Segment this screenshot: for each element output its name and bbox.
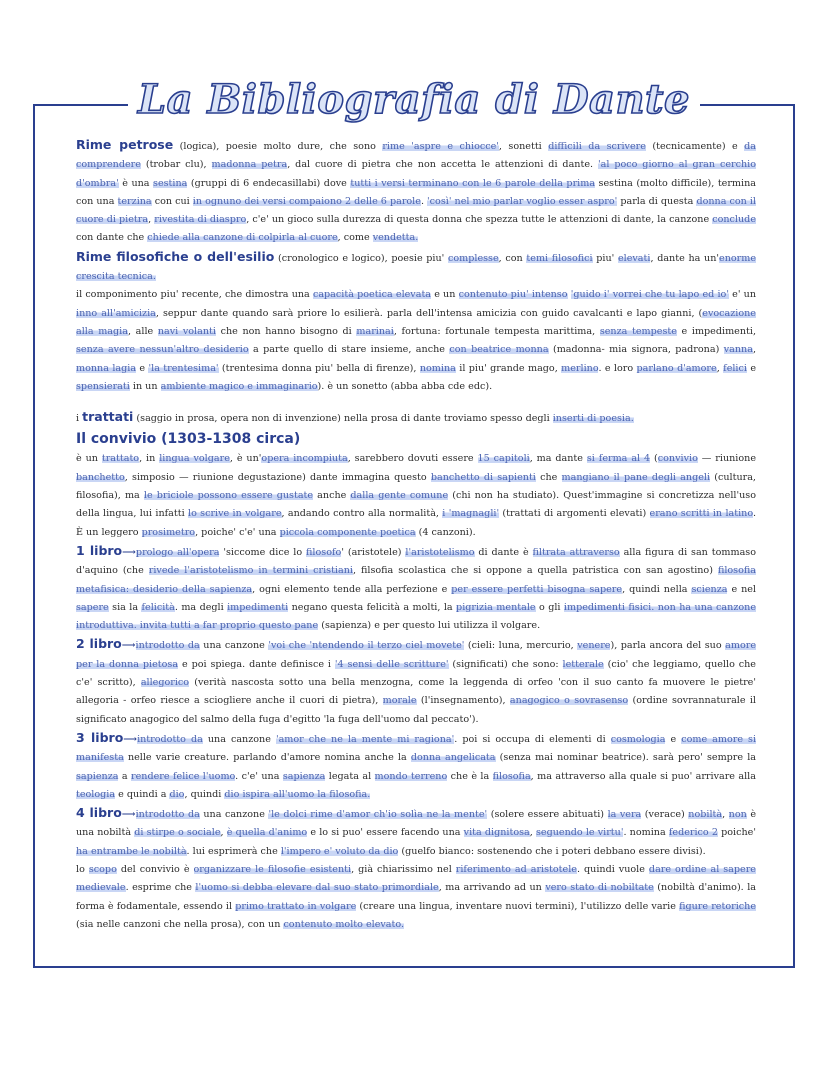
highlight: 'la trentesima': [148, 362, 219, 374]
text: (cultura, filosofia), ma: [76, 471, 756, 502]
highlight: enorme crescita tecnica.: [76, 252, 757, 283]
text: , ma attraverso alla quale si puo' arrivare alla: [530, 770, 756, 782]
text: a parte quello di stare insieme, anche: [248, 344, 450, 356]
text: . lui esprimerà che: [186, 845, 281, 857]
text: del convivio è: [116, 863, 194, 875]
highlight: l'aristotelismo: [405, 546, 475, 558]
libro-1-heading: 1 libro: [76, 542, 123, 558]
highlight: navi volanti: [157, 325, 216, 337]
text: (trentesima donna piu' bella di firenze),: [218, 362, 420, 374]
text: , alle: [127, 325, 158, 337]
highlight: trattato: [101, 453, 140, 465]
text: , dante ha un': [650, 252, 720, 264]
text: , ogni elemento tende alla perfezione e: [252, 583, 452, 595]
highlight: nomina: [419, 362, 456, 374]
text: , fortuna: fortunale tempesta marittima,: [393, 325, 600, 337]
text: (cieli: luna, mercurio,: [464, 640, 578, 652]
highlight: nobiltà: [688, 809, 723, 821]
text: alla figura di san tommaso d'aquino (che: [76, 546, 756, 577]
arrow-right-icon: ⟶: [121, 640, 136, 652]
text: nelle varie creature. parlando d'amore nomina anche la: [123, 752, 411, 764]
highlight: impedimenti fisici. non ha una canzone introduttiva. invita tutti a far proprio questo pane: [76, 601, 756, 632]
highlight: spensierati: [76, 380, 130, 392]
highlight: l'impero e' voluto da dio: [280, 845, 399, 857]
highlight: mondo terreno: [374, 770, 448, 782]
text: poiche': [717, 827, 756, 839]
rime-petrose-paragraph: [76, 136, 756, 248]
highlight: vendetta.: [372, 232, 419, 244]
text: e' un: [728, 289, 756, 301]
highlight: mangiano il pane degli angeli: [561, 471, 711, 483]
highlight: '4 sensi delle scritture': [334, 658, 449, 670]
highlight: da comprendere: [76, 141, 757, 171]
highlight: contenuto piu' intenso: [458, 289, 568, 301]
text: e: [136, 362, 149, 374]
text: . quindi vuole: [576, 863, 649, 875]
highlight: non: [728, 809, 747, 821]
highlight: donna angelicata: [410, 752, 496, 764]
text: (sapienza) e per questo lui utilizza il volgare.: [318, 620, 541, 632]
text: (guelfo bianco: sostenendo che i poteri debbano essere divisi).: [398, 845, 706, 857]
text: (nobiltà d'animo). la forma è fodamentale, essendo il: [76, 882, 756, 912]
rime-petrose-heading: Rime petrose: [76, 137, 174, 152]
text: anche: [313, 490, 351, 502]
text: una canzone: [199, 640, 269, 652]
text: , quindi: [184, 788, 225, 800]
highlight: 'guido i' vorrei che tu lapo ed io': [570, 289, 729, 301]
document-body: [76, 136, 756, 934]
highlight: 15 capitoli: [477, 453, 530, 465]
text: , in: [139, 453, 160, 465]
text: , poiche' c'e' una: [195, 526, 280, 538]
highlight: rendere felice l'uomo: [131, 770, 236, 782]
libro-3-paragraph: [76, 729, 756, 804]
highlight: felici: [723, 362, 747, 374]
highlight: dalla gente comune: [350, 490, 449, 502]
text: (: [650, 453, 658, 465]
text: , dal cuore di pietra che non accetta le attenzioni di dante.: [287, 159, 598, 171]
highlight: in ognuno dei versi compaiono 2 delle 6 parole: [192, 195, 421, 207]
highlight: i 'magnagli': [442, 508, 500, 520]
highlight: 'così' nel mio parlar voglio esser aspro': [427, 195, 618, 207]
text: a: [118, 770, 132, 782]
highlight: seguendo le virtu': [535, 827, 624, 839]
arrow-right-icon: ⟶: [121, 809, 136, 821]
text: (sia nelle canzoni che nella prosa), con un: [76, 918, 284, 930]
title-wrap: [0, 72, 828, 128]
text: (senza mai nominar beatrice). sarà pero' sempre la: [495, 752, 756, 764]
text: lo: [76, 863, 89, 875]
text: , è un': [229, 453, 262, 465]
highlight: anagogico o sovrasenso: [509, 695, 629, 707]
libro-1-paragraph: [76, 542, 756, 635]
highlight: vero stato di nobiltate: [545, 882, 654, 894]
text: — riunione: [697, 453, 756, 465]
text: , come: [337, 232, 373, 244]
highlight: la vera: [607, 809, 642, 821]
page-title: La Bibliografia di Dante: [128, 72, 700, 128]
text: (gruppi di 6 endecasillabi) dove: [187, 177, 351, 189]
highlight: capacità poetica elevata: [312, 289, 432, 301]
highlight: riferimento ad aristotele: [455, 863, 577, 875]
highlight: vita dignitosa: [463, 827, 530, 839]
highlight: primo trattato in volgare: [235, 900, 357, 912]
highlight: sapienza: [282, 770, 326, 782]
text: ,: [148, 214, 155, 226]
text: che: [535, 471, 562, 483]
text: (solere essere abituati): [487, 809, 608, 821]
text: (verità nascosta sotto una bella menzogna, come la leggenda di orfeo 'con il suo canto fa muovere le pietre' allegoria - orfeo riesce a sciogliere anche il cuori di pietra),: [76, 677, 756, 707]
highlight: rivede l'aristotelismo in termini cristiani: [148, 565, 353, 577]
text: , già chiarissimo nel: [351, 863, 456, 875]
highlight: evocazione alla magia: [76, 307, 756, 337]
highlight: ambiente magico e immaginario: [160, 380, 318, 392]
highlight: è quella d'animo: [226, 827, 308, 839]
highlight: temi filosofici: [526, 252, 593, 264]
rime-filosofiche-paragraph: [76, 248, 756, 287]
highlight: terzina: [117, 195, 152, 207]
highlight: teologia: [76, 788, 116, 800]
text: o gli: [535, 601, 564, 613]
highlight: merlino: [561, 362, 599, 374]
highlight: sapienza: [76, 770, 119, 782]
text: , seppur dante quando sarà priore lo esilierà. parla dell'intensa amicizia con guido cavalcanti e lapo gianni, (: [155, 307, 703, 319]
highlight: parlano d'amore: [636, 362, 717, 374]
text: una canzone: [199, 809, 269, 821]
libro-4-paragraph: [76, 804, 756, 861]
text: . poi si occupa di elementi di: [454, 733, 611, 745]
highlight: allegorico: [140, 677, 190, 689]
text: (madonna- mia signora, padrona): [548, 344, 724, 356]
text: (trattati di argomenti elevati): [499, 508, 650, 520]
text: , c'e' un gioco sulla durezza di questa donna che spezza tutte le attenzioni di dante, la canzone: [246, 214, 713, 226]
highlight: 'amor che ne la mente mi ragiona': [275, 733, 455, 745]
highlight: difficili da scrivere: [548, 141, 646, 152]
text: . esprime che: [125, 882, 196, 894]
text: ). è un sonetto (abba abba cde edc).: [317, 380, 493, 392]
highlight: 'al poco giorno al gran cerchio d'ombra': [76, 159, 757, 189]
text: sestina (molto difficile), termina con una: [76, 177, 756, 207]
libro-2-heading: 2 libro: [76, 636, 122, 652]
text: e quindi a: [115, 788, 170, 800]
highlight: vanna: [723, 344, 753, 356]
highlight: banchetto di sapienti: [430, 471, 536, 483]
text: . ma degli: [174, 601, 228, 613]
text: e: [665, 733, 682, 745]
highlight: cosmologia: [610, 733, 666, 745]
text: , simposio — riunione degustazione) dante immagina questo: [124, 471, 431, 483]
text: (cronologico e logico), poesie piu': [274, 252, 448, 264]
text: parla di questa: [617, 195, 697, 207]
text: . nomina: [623, 827, 669, 839]
highlight: filosofia metafisica: desiderio della sapienza: [76, 565, 756, 595]
text: che non hanno bisogno di: [215, 325, 357, 337]
highlight: introdotto da: [137, 733, 203, 745]
text: e: [746, 362, 757, 374]
text: (4 canzoni).: [415, 526, 476, 538]
spacer: [76, 396, 756, 408]
highlight: ha entrambe le nobiltà: [76, 845, 187, 857]
libro-3-heading: 3 libro: [76, 729, 124, 745]
highlight: erano scritti in latino: [649, 508, 753, 520]
text: (logica), poesie molto dure, che sono: [173, 141, 383, 152]
text: e nel: [727, 583, 757, 595]
highlight: rime 'aspre e chiocce': [382, 141, 499, 152]
guido-paragraph: [76, 286, 756, 396]
highlight: marinai: [356, 325, 394, 337]
highlight: chiede alla canzone di colpirla al cuore: [147, 232, 338, 244]
text: , sonetti: [498, 141, 549, 152]
libro-4-heading: 4 libro: [76, 805, 122, 821]
highlight: lingua volgare: [159, 453, 230, 465]
text: (ordine sovrannaturale il significato anagogico del salmo della fuga d'egitto 'la fuga dell'uomo dal peccato').: [76, 695, 756, 725]
highlight: felicità: [141, 601, 175, 613]
convivio-heading: Il convivio (1303-1308 circa): [76, 431, 301, 448]
highlight: filosofo: [306, 546, 342, 558]
highlight: senza tempeste: [599, 325, 677, 337]
text: è un: [76, 453, 102, 465]
highlight: pigrizia mentale: [456, 601, 536, 613]
highlight: convivio: [657, 453, 698, 465]
text: .: [420, 195, 428, 207]
trattati-paragraph: [76, 408, 756, 428]
highlight: sestina: [153, 177, 188, 189]
highlight: dare ordine al sapere medievale: [76, 863, 756, 894]
rime-filosofiche-heading: Rime filosofiche o dell'esilio: [76, 248, 275, 264]
highlight: filosofia: [492, 770, 531, 782]
highlight: dio ispira all'uomo la filosofia.: [224, 788, 371, 800]
highlight: elevati: [617, 252, 651, 264]
highlight: amore per la donna pietosa: [76, 640, 756, 670]
text: sia la: [108, 601, 142, 613]
text: , sarebbero dovuti essere: [347, 453, 478, 465]
highlight: figure retoriche: [679, 900, 756, 912]
text: è una nobiltà: [76, 809, 757, 839]
text: e impedimenti,: [676, 325, 756, 337]
highlight: complesse: [448, 252, 499, 264]
highlight: filtrata attraverso: [532, 546, 620, 558]
text: con cui: [151, 195, 193, 207]
text: . È un leggero: [76, 508, 757, 538]
text: , quindi nella: [622, 583, 692, 595]
text: i: [76, 413, 83, 425]
highlight: introdotto da: [135, 809, 200, 821]
highlight: prosimetro: [141, 526, 196, 538]
highlight: si ferma al 4: [586, 453, 651, 465]
text: , ma dante: [529, 453, 587, 465]
trattati-heading: trattati: [82, 409, 134, 425]
text: di dante è: [474, 546, 533, 558]
highlight: le briciole possono essere gustate: [143, 490, 314, 502]
text: in un: [129, 380, 161, 392]
text: (tecnicamente) e: [645, 141, 745, 152]
arrow-right-icon: ⟶: [123, 733, 138, 745]
text: (saggio in prosa, opera non di invenzione) nella prosa di dante troviamo spesso degli: [133, 413, 553, 425]
highlight: l'uomo si debba elevare dal suo stato primordiale: [195, 882, 439, 894]
scopo-paragraph: [76, 861, 756, 934]
text: negano questa felicità a molti, la: [288, 601, 457, 613]
text: (verace): [641, 809, 689, 821]
highlight: dio: [169, 788, 185, 800]
highlight: tutti i versi terminano con le 6 parole della prima: [350, 177, 596, 189]
highlight: impedimenti: [227, 601, 289, 613]
highlight: organizzare le filosofie esistenti: [193, 863, 352, 875]
highlight: sapere: [76, 601, 109, 613]
text: legata al: [325, 770, 375, 782]
text: e poi spiega. dante definisce i: [178, 658, 335, 670]
text: il piu' grande mago,: [455, 362, 562, 374]
highlight: di stirpe o sociale: [134, 827, 221, 839]
highlight: rivestita di diaspro: [154, 214, 247, 226]
highlight: senza avere nessun'altro desiderio: [76, 344, 249, 356]
text: (cio' che leggiamo, quello che c'e' scritto),: [76, 658, 756, 689]
text: ,: [220, 827, 227, 839]
text: . e loro: [598, 362, 637, 374]
highlight: morale: [382, 695, 417, 707]
highlight: come amore si manifesta: [76, 733, 757, 764]
highlight: donna con il cuore di pietra: [76, 195, 756, 226]
highlight: federico 2: [668, 827, 718, 839]
highlight: inno all'amicizia: [76, 307, 156, 319]
text: (significati) che sono:: [448, 658, 563, 670]
libro-2-paragraph: [76, 635, 756, 728]
highlight: conclude: [712, 214, 757, 226]
highlight: venere: [577, 640, 611, 652]
text: (trobar clu),: [140, 159, 212, 171]
text: ,: [529, 827, 536, 839]
highlight: scopo: [88, 863, 117, 875]
highlight: banchetto: [76, 471, 125, 483]
highlight: inserti di poesia.: [552, 413, 634, 425]
highlight: contenuto molto elevato.: [283, 918, 405, 930]
highlight: prologo all'opera: [135, 546, 220, 558]
text: 'siccome dice lo: [219, 546, 307, 558]
text: , con: [498, 252, 527, 264]
highlight: per essere perfetti bisogna sapere: [451, 583, 623, 595]
text: ,: [752, 344, 756, 356]
text: ), parla ancora del suo: [610, 640, 726, 652]
text: ,: [716, 362, 724, 374]
highlight: con beatrice monna: [449, 344, 549, 356]
highlight: 'le dolci rime d'amor ch'io solìa ne la mente': [268, 809, 488, 821]
text: e un: [431, 289, 459, 301]
text: e lo si puo' essere facendo una: [307, 827, 464, 839]
convivio-paragraph: [76, 450, 756, 541]
text: (creare una lingua, inventare nuovi termini), l'utilizzo delle varie: [356, 900, 680, 912]
highlight: letterale: [562, 658, 604, 670]
highlight: 'voi che 'ntendendo il terzo ciel movete': [268, 640, 465, 652]
highlight: opera incompiuta: [261, 453, 348, 465]
highlight: introdotto da: [135, 640, 200, 652]
highlight: scienza: [691, 583, 728, 595]
text: (l'insegnamento),: [416, 695, 510, 707]
highlight: piccola componente poetica: [279, 526, 416, 538]
text: è una: [118, 177, 154, 189]
text: che è la: [447, 770, 493, 782]
highlight: monna lagia: [76, 362, 137, 374]
text: . c'e' una: [235, 770, 283, 782]
arrow-right-icon: ⟶: [122, 546, 136, 558]
text: con dante che: [76, 232, 148, 244]
text: una canzone: [202, 733, 276, 745]
text: ' (aristotele): [341, 546, 406, 558]
highlight: lo scrive in volgare: [188, 508, 282, 520]
highlight: madonna petra: [211, 159, 288, 171]
text: , andando contro alla normalità,: [281, 508, 443, 520]
text: piu': [592, 252, 618, 264]
text: , ma arrivando ad un: [438, 882, 546, 894]
text: il componimento piu' recente, che dimostra una: [76, 289, 313, 301]
text: ,: [722, 809, 729, 821]
text: (chi non ha studiato). Quest'immagine si concretizza nell'uso della lingua, lui infatti: [76, 490, 756, 520]
text: , filsofia scolastica che si oppone a quella patristica con san agostino): [352, 565, 718, 577]
